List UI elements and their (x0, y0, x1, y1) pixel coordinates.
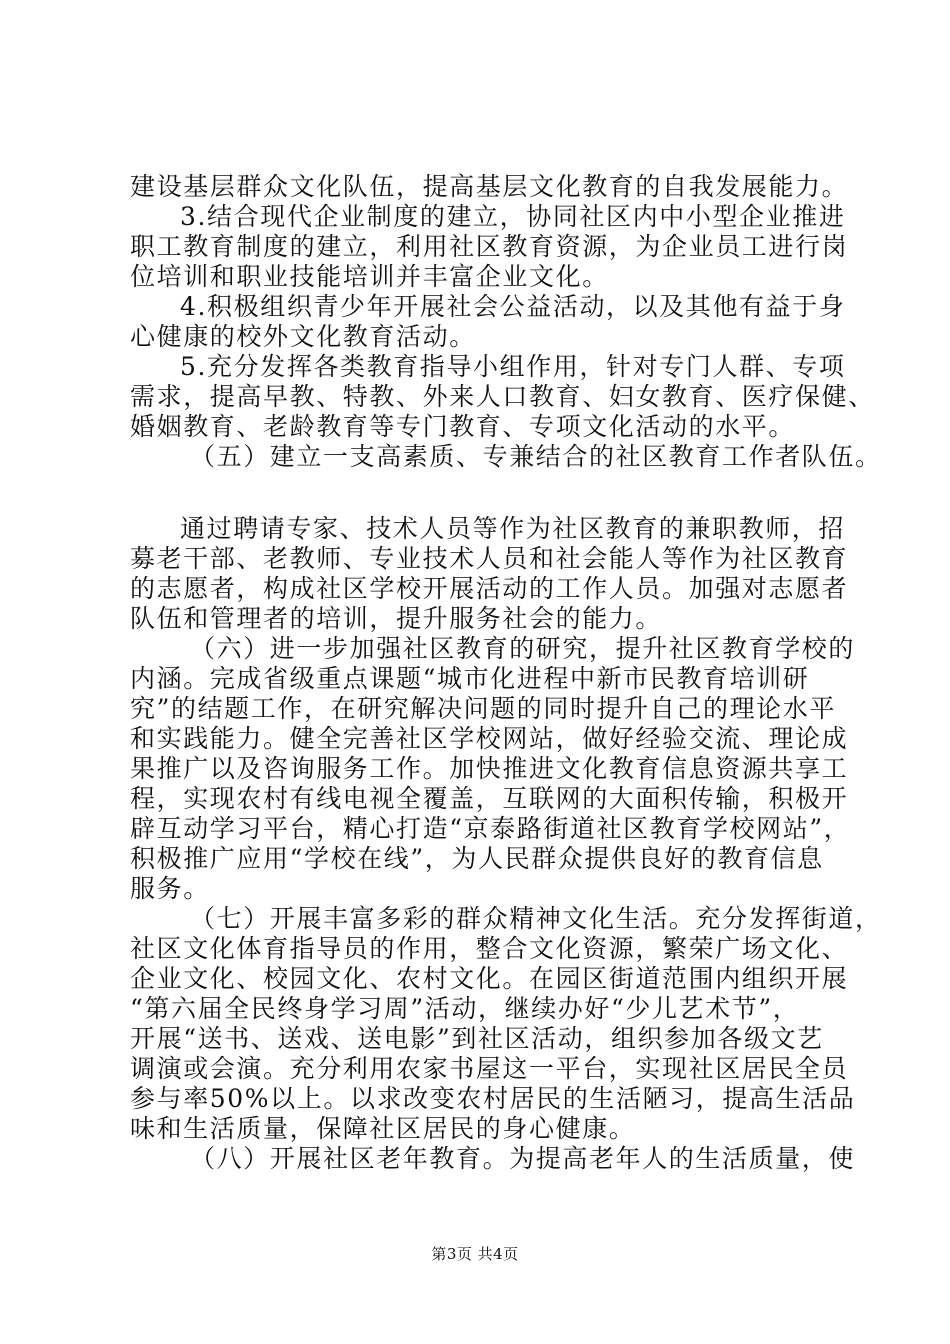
text-line: 募老干部、老教师、专业技术人员和社会能人等作为社区教育 (130, 544, 849, 573)
text-line: 3.结合现代企业制度的建立，协同社区内中小型企业推进 (180, 202, 846, 231)
text-line: 程，实现农村有线电视全覆盖，互联网的大面积传输，积极开 (130, 784, 849, 813)
text-line: 企业文化、校园文化、农村文化。在园区街道范围内组织开展 (130, 964, 849, 993)
text-line: 4.积极组织青少年开展社会公益活动，以及其他有益于身 (180, 292, 846, 321)
section-heading: （六）进一步加强社区教育的研究，提升社区教育学校的 (190, 634, 856, 663)
text-line: 婚姻教育、老龄教育等专门教育、专项文化活动的水平。 (130, 412, 796, 441)
text-line: 究”的结题工作，在研究解决问题的同时提升自己的理论水平 (130, 694, 836, 723)
text-line: 队伍和管理者的培训，提升服务社会的能力。 (130, 604, 663, 633)
text-line: 的志愿者，构成社区学校开展活动的工作人员。加强对志愿者 (130, 574, 849, 603)
text-line: 味和生活质量，保障社区居民的身心健康。 (130, 1114, 636, 1143)
text-line: 和实践能力。健全完善社区学校网站，做好经验交流、理论成 (130, 724, 849, 753)
text-line: 社区文化体育指导员的作用，整合文化资源，繁荣广场文化、 (130, 934, 849, 963)
text-line: 5.充分发挥各类教育指导小组作用，针对专门人群、专项 (180, 352, 846, 381)
text-line: 服务。 (130, 874, 210, 903)
text-line: “第六届全民终身学习周”活动，继续办好“少儿艺术节”， (130, 994, 800, 1023)
text-line: 职工教育制度的建立，利用社区教育资源，为企业员工进行岗 (130, 232, 849, 261)
text-line: 果推广以及咨询服务工作。加快推进文化教育信息资源共享工 (130, 754, 849, 783)
text-line: 通过聘请专家、技术人员等作为社区教育的兼职教师，招 (180, 514, 846, 543)
text-line: 辟互动学习平台，精心打造“京泰路街道社区教育学校网站”， (130, 814, 851, 843)
paragraph-gap (130, 472, 830, 514)
text-line: 建设基层群众文化队伍，提高基层文化教育的自我发展能力。 (130, 172, 849, 201)
text-line: 积极推广应用“学校在线”，为人民群众提供良好的教育信息 (130, 844, 824, 873)
section-heading: （八）开展社区老年教育。为提高老年人的生活质量，使 (190, 1144, 856, 1173)
document-body (130, 172, 882, 1174)
text-line: 参与率50%以上。以求改变农村居民的生活陋习，提高生活品 (130, 1084, 856, 1113)
section-heading: （七）开展丰富多彩的群众精神文化生活。充分发挥街道， (190, 904, 882, 933)
text-line: 位培训和职业技能培训并丰富企业文化。 (130, 262, 609, 291)
page-footer: 第3页 共4页 (431, 1245, 519, 1263)
text-line: 心健康的校外文化教育活动。 (130, 322, 476, 351)
text-line: 内涵。完成省级重点课题“城市化进程中新市民教育培训研 (130, 664, 810, 693)
text-line: 需求，提高早教、特教、外来人口教育、妇女教育、医疗保健、 (130, 382, 875, 411)
section-heading: （五）建立一支高素质、专兼结合的社区教育工作者队伍。 (190, 442, 882, 471)
text-line: 调演或会演。充分利用农家书屋这一平台，实现社区居民全员 (130, 1054, 849, 1083)
text-line: 开展“送书、送戏、送电影”到社区活动，组织参加各级文艺 (130, 1024, 824, 1053)
